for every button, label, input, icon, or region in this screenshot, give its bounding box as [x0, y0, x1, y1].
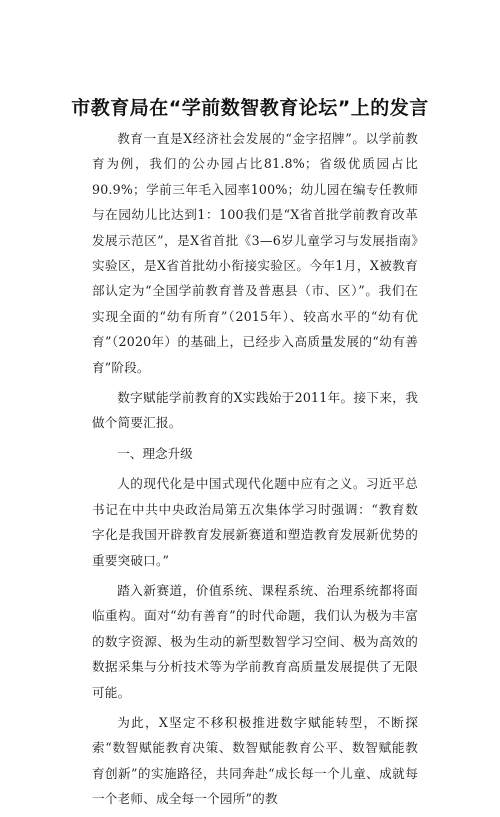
document-title: 市教育局在“学前数智教育论坛”上的发言 — [71, 97, 429, 119]
paragraph-new-track: 踏入新赛道，价值系统、课程系统、治理系统都将面临重构。面对“幼有善育”的时代命题，我们认为极为丰富的数字资源、极为生动的新型数智学习空间、极为高效的数据采集与分析技术等为学前教育高质量发展提供了无限可能。 — [92, 582, 418, 700]
paragraph-digital-transformation: 为此，X坚定不移积极推进数字赋能转型，不断探索“数智赋能教育决策、数智赋能教育公平、数智赋能教育创新”的实施路径，共同奔赴“成长每一个儿童、成就每一个老师、成全每一个园所”的教 — [92, 714, 418, 807]
section-heading: 一、理念升级 — [117, 445, 193, 461]
paragraph-intro: 教育一直是X经济社会发展的“金字招牌”。以学前教育为例，我们的公办园占比81.8%；省级优质园占比90.9%；学前三年毛入园率100%；幼儿园在编专任教师与在园幼儿比达到1：100我们是“X省首批学前教育改革发展示范区”，是X省首批《3—6岁儿童学习与发展指南》实验区，是X省首批幼小衔接实验区。今年1月，X被教育部认定为“全国学前教育普及普惠县（市、区）”。我们在实现全面的“幼有所育”（2015年）、较高水平的“幼有优育”（2020年）的基础上，已经步入高质量发展的“幼有善育”阶段。 — [92, 131, 418, 375]
paragraph-modernization: 人的现代化是中国式现代化题中应有之义。习近平总书记在中共中央政治局第五次集体学习时强调：“教育数字化是我国开辟教育发展新赛道和塑造教育发展新优势的重要突破口。” — [92, 476, 418, 568]
document-body — [92, 126, 418, 817]
paragraph-practice: 数字赋能学前教育的X实践始于2011年。接下来，我做个简要汇报。 — [92, 390, 418, 431]
